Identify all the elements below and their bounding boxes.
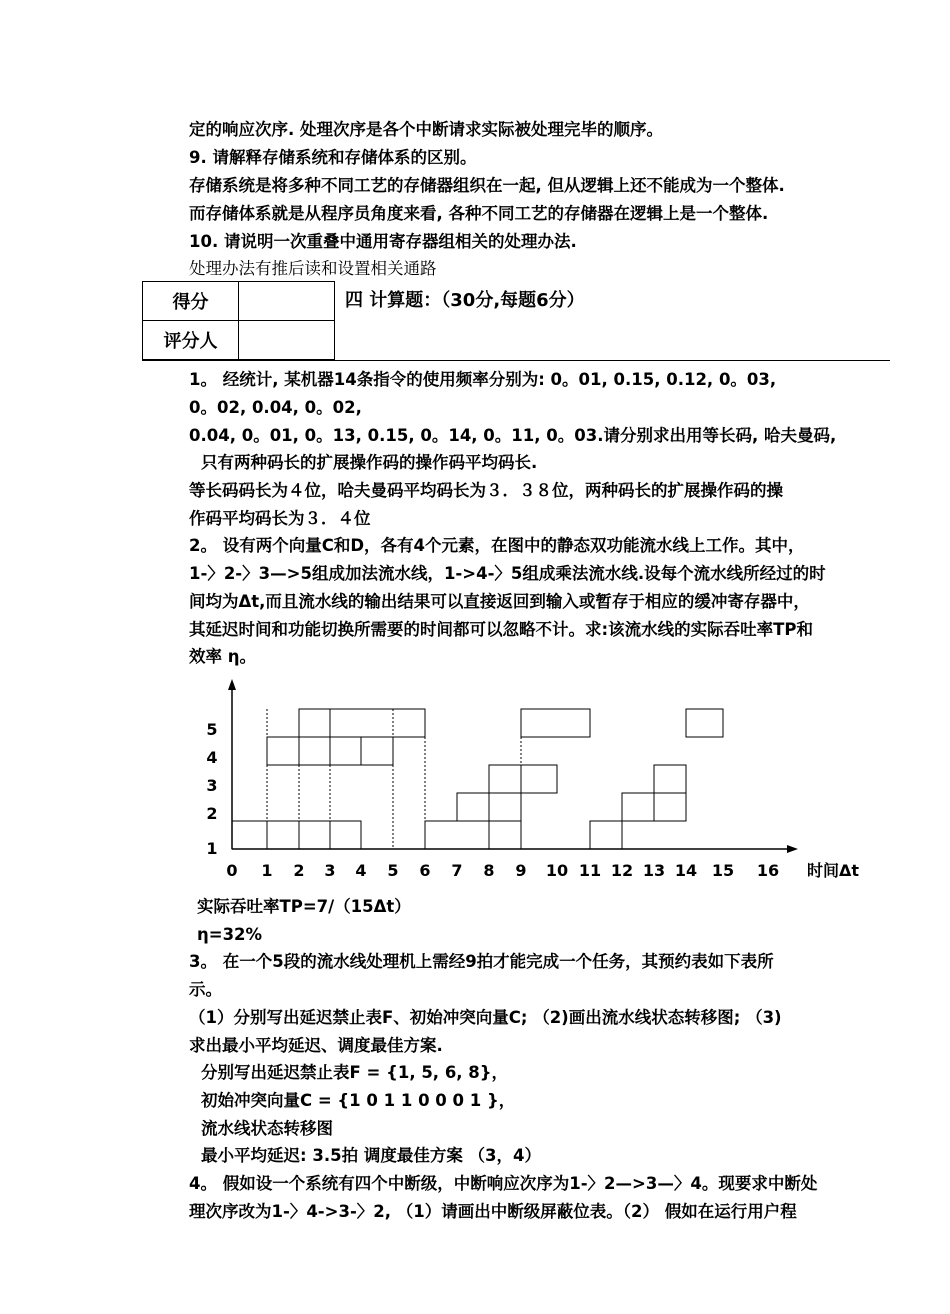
text-line-l1: 定的响应次序. 处理次序是各个中断请求实际被处理完毕的顺序。	[189, 120, 664, 139]
gantt-block	[521, 709, 590, 737]
text-line-a3a: 分别写出延迟禁止表F = {1, 5, 6, 8}，	[201, 1063, 509, 1082]
x-tick-label: 15	[711, 861, 735, 880]
pipeline-space-time-chart	[195, 675, 895, 890]
y-tick-label: 1	[206, 839, 218, 858]
x-tick-label: 13	[642, 861, 666, 880]
score-cell	[239, 282, 335, 321]
gantt-block	[330, 737, 361, 765]
x-tick-label: 4	[355, 861, 367, 880]
gantt-block	[654, 765, 686, 793]
text-line-a3b: 初始冲突向量C = {1 0 1 1 0 0 0 1 }，	[201, 1091, 516, 1110]
text-line-q3a: 3。 在一个5段的流水线处理机上需经9拍才能完成一个任务，其预约表如下表所	[189, 952, 774, 971]
x-tick-label: 11	[578, 861, 602, 880]
gantt-block	[622, 793, 654, 821]
text-line-l3: 存储系统是将多种不同工艺的存储器组织在一起, 但从逻辑上还不能成为一个整体.	[189, 176, 785, 195]
x-tick-label: 2	[293, 861, 305, 880]
text-line-l6: 处理办法有推后读和设置相关通路	[189, 259, 437, 278]
score-table	[142, 281, 335, 360]
gantt-block	[330, 821, 361, 849]
text-line-a2a: 实际吞吐率TP=7/（15Δt）	[197, 897, 411, 916]
x-tick-label: 8	[483, 861, 495, 880]
gantt-block	[590, 821, 622, 849]
text-line-q1d: 只有两种码长的扩展操作码的操作码平均码长.	[201, 453, 538, 472]
x-axis-label: 时间Δt	[807, 861, 860, 880]
gantt-block	[654, 793, 686, 821]
text-line-q3c: （1）分别写出延迟禁止表F、初始冲突向量C; （2)画出流水线状态转移图; （3)	[189, 1008, 782, 1027]
gantt-block	[425, 821, 489, 849]
text-line-l2: 9. 请解释存储系统和存储体系的区别。	[189, 148, 477, 167]
gantt-block	[686, 709, 723, 737]
gantt-block	[489, 821, 521, 849]
text-line-q2e: 效率 η。	[189, 647, 256, 666]
x-tick-label: 7	[451, 861, 463, 880]
gantt-block	[489, 793, 521, 821]
text-line-q1f: 作码平均码长为３．４位	[189, 509, 371, 528]
text-line-a2b: η=32%	[197, 925, 263, 944]
gantt-block	[457, 793, 489, 821]
x-tick-label: 3	[324, 861, 336, 880]
text-line-q2c: 间均为Δt,而且流水线的输出结果可以直接返回到输入或暂存于相应的缓冲寄存器中，	[189, 592, 810, 611]
gantt-block	[267, 737, 299, 765]
x-tick-label: 16	[756, 861, 780, 880]
x-tick-label: 1	[261, 861, 273, 880]
divider	[142, 360, 890, 361]
y-tick-label: 5	[206, 720, 218, 739]
text-line-q4a: 4。 假如设一个系统有四个中断级，中断响应次序为1-〉2—>3—〉4。现要求中断处	[189, 1174, 818, 1193]
gantt-block	[299, 821, 330, 849]
grader-cell	[239, 321, 335, 360]
y-tick-label: 4	[206, 748, 218, 767]
y-axis-arrow	[228, 679, 236, 690]
gantt-block	[232, 821, 267, 849]
score-label: 得分	[143, 282, 239, 321]
text-line-q2d: 其延迟时间和功能切换所需要的时间都可以忽略不计。求:该流水线的实际吞吐率TP和	[189, 620, 813, 639]
text-line-q1c: 0.04, 0。01, 0。13, 0.15, 0。14, 0。11, 0。03.请分别求出用等长码, 哈夫曼码,	[189, 426, 837, 445]
x-tick-label: 12	[610, 861, 634, 880]
text-line-a3d: 最小平均延迟: 3.5拍 调度最佳方案 （3，4）	[201, 1146, 542, 1165]
gantt-block	[521, 765, 557, 793]
text-line-q3d: 求出最小平均延迟、调度最佳方案.	[189, 1036, 443, 1055]
x-tick-label: 6	[419, 861, 431, 880]
text-line-a3c: 流水线状态转移图	[201, 1119, 333, 1138]
x-axis-arrow	[787, 845, 798, 853]
y-tick-label: 2	[206, 804, 218, 823]
text-line-q1a: 1。 经统计, 某机器14条指令的使用频率分别为: 0。01, 0.15, 0.12, 0。03,	[189, 370, 777, 389]
text-line-l5: 10. 请说明一次重叠中通用寄存器组相关的处理办法.	[189, 232, 577, 251]
gantt-block	[361, 737, 393, 765]
y-tick-label: 3	[206, 776, 218, 795]
section-title: 四 计算题：（30分,每题6分）	[345, 290, 585, 311]
x-tick-label: 10	[545, 861, 569, 880]
grader-label: 评分人	[143, 321, 239, 360]
text-line-q3b: 示。	[189, 980, 222, 999]
text-line-q1b: 0。02, 0.04, 0。02,	[189, 398, 362, 417]
x-tick-label: 9	[515, 861, 527, 880]
gantt-block	[267, 821, 299, 849]
gantt-block	[299, 737, 330, 765]
text-line-q4b: 理次序改为1-〉4->3-〉2, （1）请画出中断级屏蔽位表。（2） 假如在运行用户程	[189, 1202, 797, 1221]
text-line-q2a: 2。 设有两个向量C和D，各有4个元素，在图中的静态双功能流水线上工作。其中，	[189, 536, 805, 555]
gantt-block	[330, 709, 425, 737]
gantt-block	[299, 709, 330, 737]
text-line-l4: 而存储体系就是从程序员角度来看, 各种不同工艺的存储器在逻辑上是一个整体.	[189, 204, 769, 223]
gantt-block	[489, 765, 521, 793]
x-tick-label: 0	[226, 861, 238, 880]
x-tick-label: 5	[387, 861, 399, 880]
text-line-q2b: 1-〉2-〉3—>5组成加法流水线，1->4-〉5组成乘法流水线.设每个流水线所经过的时	[189, 564, 826, 583]
x-tick-label: 14	[674, 861, 698, 880]
text-line-q1e: 等长码码长为４位，哈夫曼码平均码长为３．３８位，两种码长的扩展操作码的操	[189, 481, 783, 500]
